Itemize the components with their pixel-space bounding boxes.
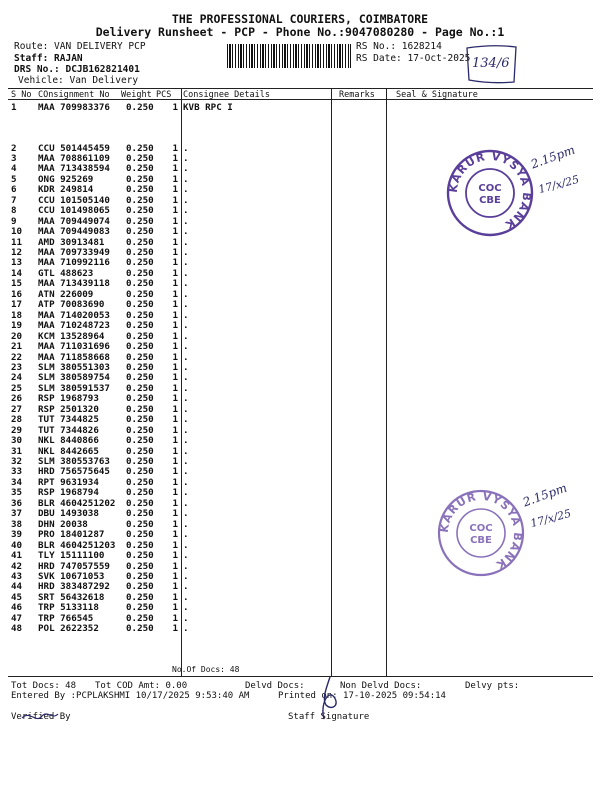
cell-con: CCU 501445459 (38, 142, 110, 154)
cell-con: MAA 713439118 (38, 278, 110, 290)
cell-pcs: 1 (172, 320, 178, 332)
cell-pcs: 1 (172, 226, 178, 238)
cell-det: . (183, 382, 189, 394)
cell-con: ATP 70083690 (38, 299, 105, 311)
cell-sno: 25 (11, 382, 23, 394)
cell-det: . (183, 466, 189, 478)
cell-sno: 26 (11, 393, 23, 405)
cell-sno: 6 (11, 184, 17, 196)
cell-sno: 40 (11, 539, 23, 551)
cell-wt: 0.250 (126, 393, 154, 405)
cell-sno: 16 (11, 288, 23, 300)
cell-sno: 2 (11, 142, 17, 154)
cell-sno: 42 (11, 560, 23, 572)
cell-wt: 0.250 (126, 612, 154, 624)
cell-wt: 0.250 (126, 236, 154, 248)
cell-pcs: 1 (172, 602, 178, 614)
cell-det: . (183, 529, 189, 541)
drs-number: DRS No.: DCJB162821401 (14, 64, 140, 75)
stamp-1-bank-text: KARUR VYSYA BANK (446, 149, 534, 232)
header-bottom-rule (8, 99, 593, 100)
cell-pcs: 1 (172, 393, 178, 405)
cell-sno: 34 (11, 476, 23, 488)
cell-det: . (183, 330, 189, 342)
cell-det: . (183, 550, 189, 562)
cell-pcs: 1 (172, 508, 178, 520)
cell-wt: 0.250 (126, 487, 154, 499)
cell-wt: 0.250 (126, 497, 154, 509)
cell-sno: 30 (11, 435, 23, 447)
cell-sno: 4 (11, 163, 17, 175)
cell-sno: 17 (11, 299, 23, 311)
cell-det: . (183, 487, 189, 499)
cell-pcs: 1 (172, 152, 178, 164)
cell-con: PRO 18401287 (38, 529, 105, 541)
total-docs: Tot Docs: 48 (11, 681, 77, 691)
delivery-points: Delvy pts: (465, 681, 520, 691)
cell-con: NKL 8440866 (38, 435, 99, 447)
cell-wt: 0.250 (126, 194, 154, 206)
cell-pcs: 1 (172, 142, 178, 154)
cell-wt: 0.250 (126, 382, 154, 394)
cell-wt: 0.250 (126, 278, 154, 290)
cell-pcs: 1 (172, 372, 178, 384)
cell-con: SLM 380591537 (38, 382, 110, 394)
col-divider-seal (386, 88, 387, 676)
cell-con: SLM 380589754 (38, 372, 110, 384)
cell-sno: 13 (11, 257, 23, 269)
cell-pcs: 1 (172, 560, 178, 572)
cell-con: MAA 711858668 (38, 351, 110, 363)
verified-by-label: Verified By (11, 712, 71, 722)
cell-det: . (183, 414, 189, 426)
cell-sno: 44 (11, 581, 23, 593)
cell-wt: 0.250 (126, 257, 154, 269)
cell-con: MAA 709449074 (38, 215, 110, 227)
cell-wt: 0.250 (126, 570, 154, 582)
cell-det: . (183, 205, 189, 217)
cell-pcs: 1 (172, 612, 178, 624)
cell-det: . (183, 591, 189, 603)
col-remarks: Remarks (339, 90, 375, 100)
cell-wt: 0.250 (126, 267, 154, 279)
cell-con: CCU 101505140 (38, 194, 110, 206)
cell-det: . (183, 194, 189, 206)
cell-pcs: 1 (172, 497, 178, 509)
cell-det: . (183, 257, 189, 269)
cell-pcs: 1 (172, 236, 178, 248)
cell-det: . (183, 403, 189, 415)
non-delivered-docs: Non Delvd Docs: (340, 681, 422, 691)
cell-det: . (183, 612, 189, 624)
total-cod-amount: Tot COD Amt: 0.00 (95, 681, 188, 691)
col-divider-remarks (331, 88, 332, 676)
stamp-1-line2: CBE (479, 195, 501, 206)
cell-con: BLR 4604251203 (38, 539, 116, 551)
page-mark-text: 134/6 (472, 56, 510, 71)
cell-sno: 27 (11, 403, 23, 415)
vehicle-label: Vehicle: Van Delivery (18, 75, 139, 86)
col-divider-consignee (181, 88, 182, 676)
barcode (227, 44, 351, 68)
cell-wt: 0.250 (126, 623, 154, 635)
cell-wt: 0.250 (126, 205, 154, 217)
cell-sno: 18 (11, 309, 23, 321)
cell-sno: 48 (11, 623, 23, 635)
cell-wt: 0.250 (126, 142, 154, 154)
cell-det: . (183, 456, 189, 467)
col-weight: Weight (121, 90, 152, 100)
runsheet-title: Delivery Runsheet - PCP - Phone No.:9047080280 - Page No.:1 (95, 25, 505, 39)
cell-con: MAA 713438594 (38, 163, 110, 175)
cell-pcs: 1 (172, 205, 178, 217)
cell-wt: 0.250 (126, 508, 154, 520)
cell-pcs: 1 (172, 445, 178, 457)
time-note-2: 2.15pm (520, 480, 569, 510)
route-label: Route: VAN DELIVERY PCP (14, 41, 146, 52)
cell-wt: 0.250 (126, 330, 154, 342)
cell-wt: 0.250 (126, 445, 154, 457)
cell-det: . (183, 393, 189, 405)
cell-det: . (183, 226, 189, 238)
cell-sno: 47 (11, 612, 23, 624)
col-consignment: COnsignment No (38, 90, 110, 100)
cell-sno: 12 (11, 247, 23, 258)
rs-date: RS Date: 17-Oct-2025 (356, 53, 471, 64)
cell-con: TUT 7344826 (38, 424, 99, 436)
stamp-2-line2: CBE (470, 535, 492, 546)
cell-sno: 24 (11, 372, 23, 384)
cell-pcs: 1 (172, 257, 178, 269)
cell-wt: 0.250 (126, 215, 154, 227)
cell-det: . (183, 267, 189, 279)
cell-sno: 32 (11, 456, 23, 467)
cell-con: DHN 20038 (38, 518, 88, 530)
cell-wt: 0.250 (126, 152, 154, 164)
delivered-docs: Delvd Docs: (245, 681, 305, 691)
cell-det: . (183, 476, 189, 488)
cell-det: . (183, 581, 189, 593)
bank-stamp-2 (436, 488, 526, 578)
cell-con: NKL 8442665 (38, 445, 99, 457)
cell-pcs: 1 (172, 476, 178, 488)
cell-det: . (183, 173, 189, 185)
cell-det: . (183, 508, 189, 520)
cell-sno: 38 (11, 518, 23, 530)
cell-det: . (183, 320, 189, 332)
cell-con: AMD 30913481 (38, 236, 105, 248)
cell-pcs: 1 (172, 570, 178, 582)
cell-wt: 0.250 (126, 299, 154, 311)
cell-pcs: 1 (172, 466, 178, 478)
cell-wt: 0.250 (126, 163, 154, 175)
cell-sno: 7 (11, 194, 17, 206)
cell-con: MAA 709733949 (38, 247, 110, 258)
cell-pcs: 1 (172, 278, 178, 290)
cell-con: MAA 708861109 (38, 152, 110, 164)
cell-det: . (183, 497, 189, 509)
time-note-1: 2.15pm (528, 142, 577, 172)
cell-pcs: 1 (172, 288, 178, 300)
cell-det: . (183, 309, 189, 321)
cell-pcs: 1 (172, 424, 178, 436)
cell-pcs: 1 (172, 267, 178, 279)
cell-det: . (183, 435, 189, 447)
cell-con: MAA 710992116 (38, 257, 110, 269)
cell-con: TRP 766545 (38, 612, 94, 624)
cell-con: ONG 925269 (38, 173, 94, 185)
cell-pcs: 1 (172, 539, 178, 551)
cell-det: . (183, 299, 189, 311)
cell-wt: 0.250 (126, 173, 154, 185)
cell-con: RPT 9631934 (38, 476, 99, 488)
cell-sno: 46 (11, 602, 23, 614)
cell-pcs: 1 (172, 550, 178, 562)
no-of-docs: No.Of Docs: 48 (172, 665, 240, 674)
cell-wt: 0.250 (126, 602, 154, 614)
cell-sno: 1 (11, 102, 17, 113)
verified-signature-scribble (20, 706, 60, 728)
cell-wt: 0.250 (126, 341, 154, 353)
cell-det: . (183, 570, 189, 582)
cell-sno: 22 (11, 351, 23, 363)
cell-con: DBU 1493038 (38, 508, 99, 520)
cell-pcs: 1 (172, 456, 178, 467)
cell-wt: 0.250 (126, 466, 154, 478)
cell-pcs: 1 (172, 102, 178, 113)
col-consignee: Consignee Details (183, 90, 270, 100)
cell-det: . (183, 341, 189, 353)
cell-sno: 45 (11, 591, 23, 603)
cell-pcs: 1 (172, 184, 178, 196)
cell-sno: 33 (11, 466, 23, 478)
cell-wt: 0.250 (126, 320, 154, 332)
cell-sno: 15 (11, 278, 23, 290)
cell-con: HRD 383487292 (38, 581, 110, 593)
table-top-rule (8, 88, 593, 89)
cell-det: . (183, 278, 189, 290)
cell-con: SRT 56432618 (38, 591, 105, 603)
cell-con: KCM 13528964 (38, 330, 105, 342)
cell-det: . (183, 372, 189, 384)
cell-con: MAA 714020053 (38, 309, 110, 321)
cell-sno: 29 (11, 424, 23, 436)
cell-con: HRD 747057559 (38, 560, 110, 572)
cell-pcs: 1 (172, 382, 178, 394)
stamp-2-line1: COC (469, 523, 493, 534)
cell-sno: 19 (11, 320, 23, 332)
cell-sno: 14 (11, 267, 23, 279)
cell-pcs: 1 (172, 591, 178, 603)
cell-sno: 39 (11, 529, 23, 541)
cell-wt: 0.250 (126, 102, 154, 113)
cell-wt: 0.250 (126, 184, 154, 196)
staff-label: Staff: RAJAN (14, 53, 83, 64)
cell-wt: 0.250 (126, 309, 154, 321)
cell-det: . (183, 602, 189, 614)
cell-con: TRP 5133118 (38, 602, 99, 614)
cell-con: RSP 1968794 (38, 487, 99, 499)
cell-pcs: 1 (172, 529, 178, 541)
cell-sno: 31 (11, 445, 23, 457)
cell-con: SLM 380551303 (38, 361, 110, 373)
cell-det: . (183, 518, 189, 530)
cell-con: SVK 10671053 (38, 570, 105, 582)
cell-det: . (183, 539, 189, 551)
cell-sno: 43 (11, 570, 23, 582)
stamp-1-line1: COC (478, 183, 502, 194)
cell-det: . (183, 236, 189, 248)
cell-pcs: 1 (172, 215, 178, 227)
cell-pcs: 1 (172, 361, 178, 373)
cell-con: KDR 249814 (38, 184, 94, 196)
cell-sno: 10 (11, 226, 23, 238)
cell-pcs: 1 (172, 163, 178, 175)
cell-pcs: 1 (172, 623, 178, 635)
cell-pcs: 1 (172, 518, 178, 530)
cell-wt: 0.250 (126, 403, 154, 415)
cell-sno: 5 (11, 173, 17, 185)
cell-pcs: 1 (172, 173, 178, 185)
cell-con: MAA 709449083 (38, 226, 110, 238)
cell-det: KVB RPC I (183, 102, 233, 113)
date-note-1: 17/x/25 (537, 172, 581, 197)
cell-wt: 0.250 (126, 435, 154, 447)
cell-det: . (183, 184, 189, 196)
cell-con: MAA 709983376 (38, 102, 110, 113)
bank-stamp-1 (445, 148, 535, 238)
cell-det: . (183, 152, 189, 164)
cell-con: ATN 226009 (38, 288, 94, 300)
date-note-2: 17/x/25 (529, 506, 573, 531)
staff-signature-scribble (300, 675, 360, 725)
cell-wt: 0.250 (126, 529, 154, 541)
col-pcs: PCS (156, 90, 172, 100)
cell-sno: 37 (11, 508, 23, 520)
cell-wt: 0.250 (126, 424, 154, 436)
cell-sno: 3 (11, 152, 17, 164)
cell-pcs: 1 (172, 299, 178, 311)
cell-sno: 11 (11, 236, 23, 248)
cell-sno: 36 (11, 497, 23, 509)
cell-wt: 0.250 (126, 591, 154, 603)
cell-wt: 0.250 (126, 372, 154, 384)
cell-det: . (183, 623, 189, 635)
cell-det: . (183, 288, 189, 300)
cell-det: . (183, 215, 189, 227)
cell-det: . (183, 445, 189, 457)
cell-sno: 21 (11, 341, 23, 353)
cell-con: TUT 7344825 (38, 414, 99, 426)
cell-sno: 41 (11, 550, 23, 562)
cell-con: HRD 756575645 (38, 466, 110, 478)
cell-wt: 0.250 (126, 288, 154, 300)
company-name: THE PROFESSIONAL COURIERS, COIMBATORE (171, 12, 429, 26)
cell-wt: 0.250 (126, 539, 154, 551)
cell-sno: 20 (11, 330, 23, 342)
cell-det: . (183, 361, 189, 373)
cell-con: CCU 101498065 (38, 205, 110, 217)
cell-sno: 23 (11, 361, 23, 373)
cell-wt: 0.250 (126, 226, 154, 238)
cell-pcs: 1 (172, 487, 178, 499)
cell-sno: 35 (11, 487, 23, 499)
cell-wt: 0.250 (126, 361, 154, 373)
cell-det: . (183, 142, 189, 154)
printed-on: Printed on: 17-10-2025 09:54:14 (278, 691, 446, 701)
cell-det: . (183, 424, 189, 436)
cell-con: GTL 488623 (38, 267, 94, 279)
cell-wt: 0.250 (126, 456, 154, 467)
cell-pcs: 1 (172, 414, 178, 426)
cell-det: . (183, 560, 189, 572)
cell-pcs: 1 (172, 194, 178, 206)
cell-det: . (183, 247, 189, 258)
cell-con: SLM 380553763 (38, 456, 110, 467)
cell-det: . (183, 163, 189, 175)
cell-det: . (183, 351, 189, 363)
cell-wt: 0.250 (126, 560, 154, 572)
cell-con: POL 2622352 (38, 623, 99, 635)
stamp-2-bank-text: KARUR VYSYA BANK (437, 489, 525, 572)
cell-pcs: 1 (172, 403, 178, 415)
staff-signature-label: Staff Signature (288, 712, 370, 722)
cell-pcs: 1 (172, 330, 178, 342)
cell-con: RSP 1968793 (38, 393, 99, 405)
handwritten-page-mark (464, 42, 520, 86)
cell-pcs: 1 (172, 341, 178, 353)
cell-wt: 0.250 (126, 414, 154, 426)
cell-wt: 0.250 (126, 476, 154, 488)
cell-wt: 0.250 (126, 247, 154, 258)
cell-pcs: 1 (172, 247, 178, 258)
cell-sno: 8 (11, 205, 17, 217)
cell-con: MAA 711031696 (38, 341, 110, 353)
cell-pcs: 1 (172, 351, 178, 363)
cell-wt: 0.250 (126, 550, 154, 562)
cell-wt: 0.250 (126, 518, 154, 530)
cell-pcs: 1 (172, 581, 178, 593)
col-sno: S No (11, 90, 32, 100)
col-seal-signature: Seal & Signature (396, 90, 478, 100)
entered-by: Entered By :PCPLAKSHMI 10/17/2025 9:53:40 AM (11, 691, 250, 701)
cell-wt: 0.250 (126, 581, 154, 593)
cell-con: BLR 4604251202 (38, 497, 116, 509)
cell-sno: 9 (11, 215, 17, 227)
cell-pcs: 1 (172, 435, 178, 447)
cell-con: TLY 15111100 (38, 550, 105, 562)
cell-sno: 28 (11, 414, 23, 426)
cell-con: RSP 2501320 (38, 403, 99, 415)
cell-con: MAA 710248723 (38, 320, 110, 332)
rs-number: RS No.: 1628214 (356, 41, 442, 52)
cell-wt: 0.250 (126, 351, 154, 363)
cell-pcs: 1 (172, 309, 178, 321)
